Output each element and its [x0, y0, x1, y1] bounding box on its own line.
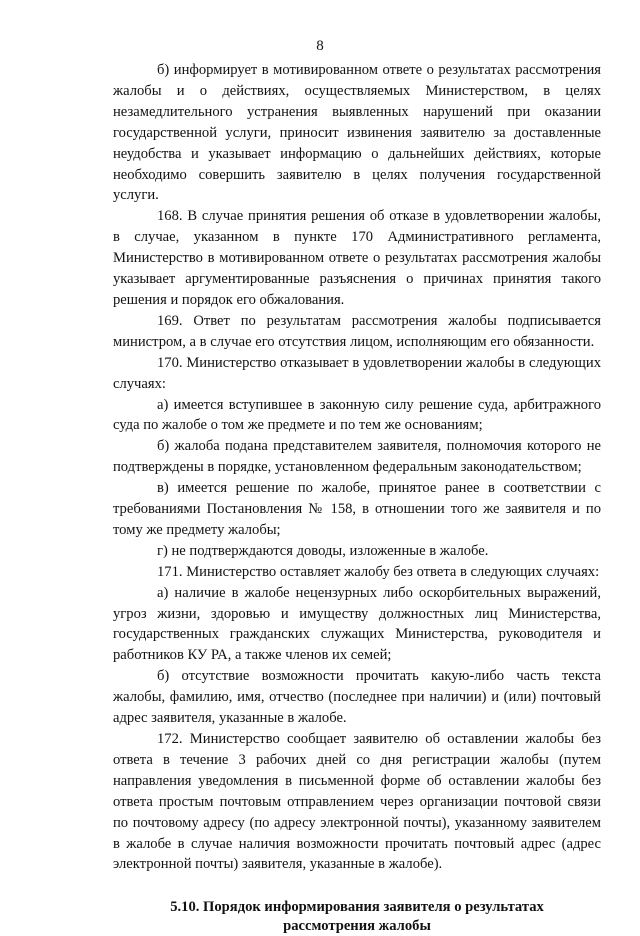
paragraph-170-v: в) имеется решение по жалобе, принятое ранее в соответствии с требованиями Постановления № 158, в отношении того же заявителя и по тому же предмету жалобы; — [113, 480, 601, 538]
section-heading-line-2: рассмотрения жалобы — [283, 918, 431, 935]
paragraph-169: 169. Ответ по результатам рассмотрения жалобы подписывается министром, а в случае его отсутствия лицом, исполняющим его обязанности. — [113, 312, 601, 350]
paragraph-171-b: б) отсутствие возможности прочитать какую-либо часть текста жалобы, фамилию, имя, отчество (последнее при наличии) и (или) почтовый адрес заявителя, указанные в жалобе. — [113, 668, 601, 727]
paragraph-170-g: г) не подтверждаются доводы, изложенные в жалобе. — [157, 542, 489, 559]
section-heading-line-1: 5.10. Порядок информирования заявителя о результатах — [170, 899, 544, 916]
paragraph-171: 171. Министерство оставляет жалобу без ответа в следующих случаях: — [157, 563, 600, 580]
document-body — [113, 60, 601, 936]
paragraph-172: 172. Министерство сообщает заявителю об оставлении жалобы без ответа в течение 3 рабочих дней со дня регистрации жалобы (путем направления уведомления в письменной форме об оставлении жалобы без ответа простым почтовым отправлением через организации почтовой связи по почтовому адресу (по адресу электронной почты), указанному заявителем в жалобе в случае наличия возможности прочитать почтовый адрес (адрес электронной почты) заявителя, указанные в жалобе). — [113, 731, 601, 873]
paragraph-170-a: а) имеется вступившее в законную силу решение суда, арбитражного суда по жалобе о том же предмете и по тем же основаниям; — [113, 396, 601, 434]
paragraph-168: 168. В случае принятия решения об отказе в удовлетворении жалобы, в случае, указанном в пункте 170 Административного регламента, Министерство в мотивированном ответе о результатах рассмотрения жалобы указывает аргументированные разъяснения о причинах принятия такого решения и порядок его обжалования. — [113, 208, 601, 308]
section-heading — [113, 898, 601, 936]
paragraph-170-b: б) жалоба подана представителем заявителя, полномочия которого не подтверждены в порядке, установленном федеральным законодательством; — [113, 438, 601, 476]
paragraph-171-a: а) наличие в жалобе нецензурных либо оскорбительных выражений, угроз жизни, здоровью и имуществу должностных лиц Министерства, государственных гражданских служащих Министерства, руководителя и работников КУ РА, а также членов их семей; — [113, 584, 601, 664]
paragraph-170: 170. Министерство отказывает в удовлетворении жалобы в следующих случаях: — [113, 354, 601, 392]
paragraph-b-inform: б) информирует в мотивированном ответе о результатах рассмотрения жалобы и о действиях, осуществляемых Министерством, в целях незамедлительного устранения выявленных нарушений при оказании государственной услуги, приносит извинения заявителю за доставленные неудобства и указывает информацию о дальнейших действиях, которые необходимо совершить заявителю в целях получения государственной услуги. — [113, 62, 601, 204]
page-number: 8 — [316, 38, 324, 54]
